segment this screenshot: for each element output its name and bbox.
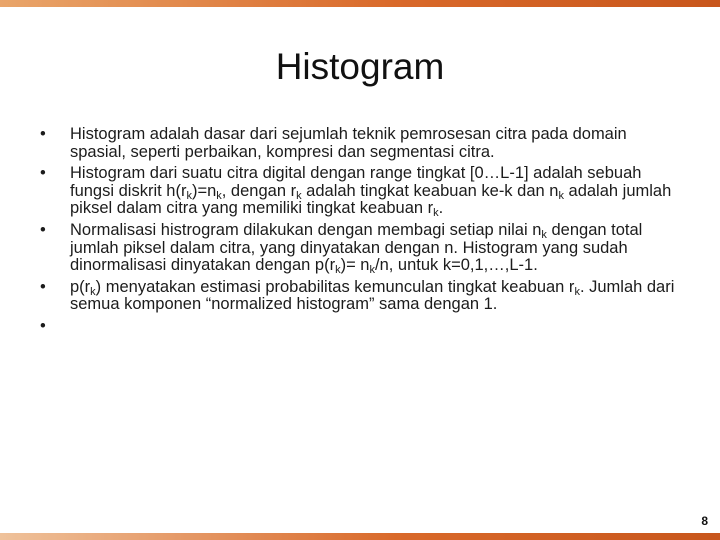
bullet-icon: • (40, 220, 46, 239)
bullet-icon: • (40, 125, 46, 143)
bullet-text: Normalisasi histrogram dilakukan dengan membagi setiap nilai $n_k$ dengan total jumlah piksel dalam citra, yang dinyatakan dengan n. Histogram yang sudah dinormalisasi dinyatakan dengan $p(r_k)= n_k/n$, untuk k=0,1,…,L-1. (70, 220, 643, 277)
page-number: 8 (701, 514, 708, 528)
bullet-text: $p(r_k)$ menyatakan estimasi probabilitas kemunculan tingkat keabuan $r_k$. Jumlah dari semua komponen “normalized histogram” sama dengan 1. (70, 277, 675, 314)
bottom-accent-bar (0, 533, 720, 540)
bullet-item (40, 165, 682, 218)
bullet-item (40, 279, 682, 314)
bullet-item (40, 126, 682, 161)
top-accent-bar (0, 0, 720, 7)
slide-title: Histogram (275, 46, 445, 87)
bullet-item-empty (40, 318, 682, 336)
bullet-icon: • (40, 164, 46, 183)
bullet-text: Histogram dari suatu citra digital dengan range tingkat [0…L-1] adalah sebuah fungsi diskrit $h(r_k)=n_k$, dengan $r_k$ adalah tingkat keabuan ke-k dan $n_k$ adalah jumlah piksel dalam citra yang memiliki tingkat keabuan $r_k$. (70, 164, 672, 220)
bullet-text: Histogram adalah dasar dari sejumlah teknik pemrosesan citra pada domain spasial, seperti perbaikan, kompresi dan segmentasi citra. (70, 125, 627, 161)
bullet-icon: • (40, 277, 46, 296)
bullet-list (40, 126, 682, 340)
bullet-icon: • (40, 316, 46, 335)
bullet-item (40, 222, 682, 275)
